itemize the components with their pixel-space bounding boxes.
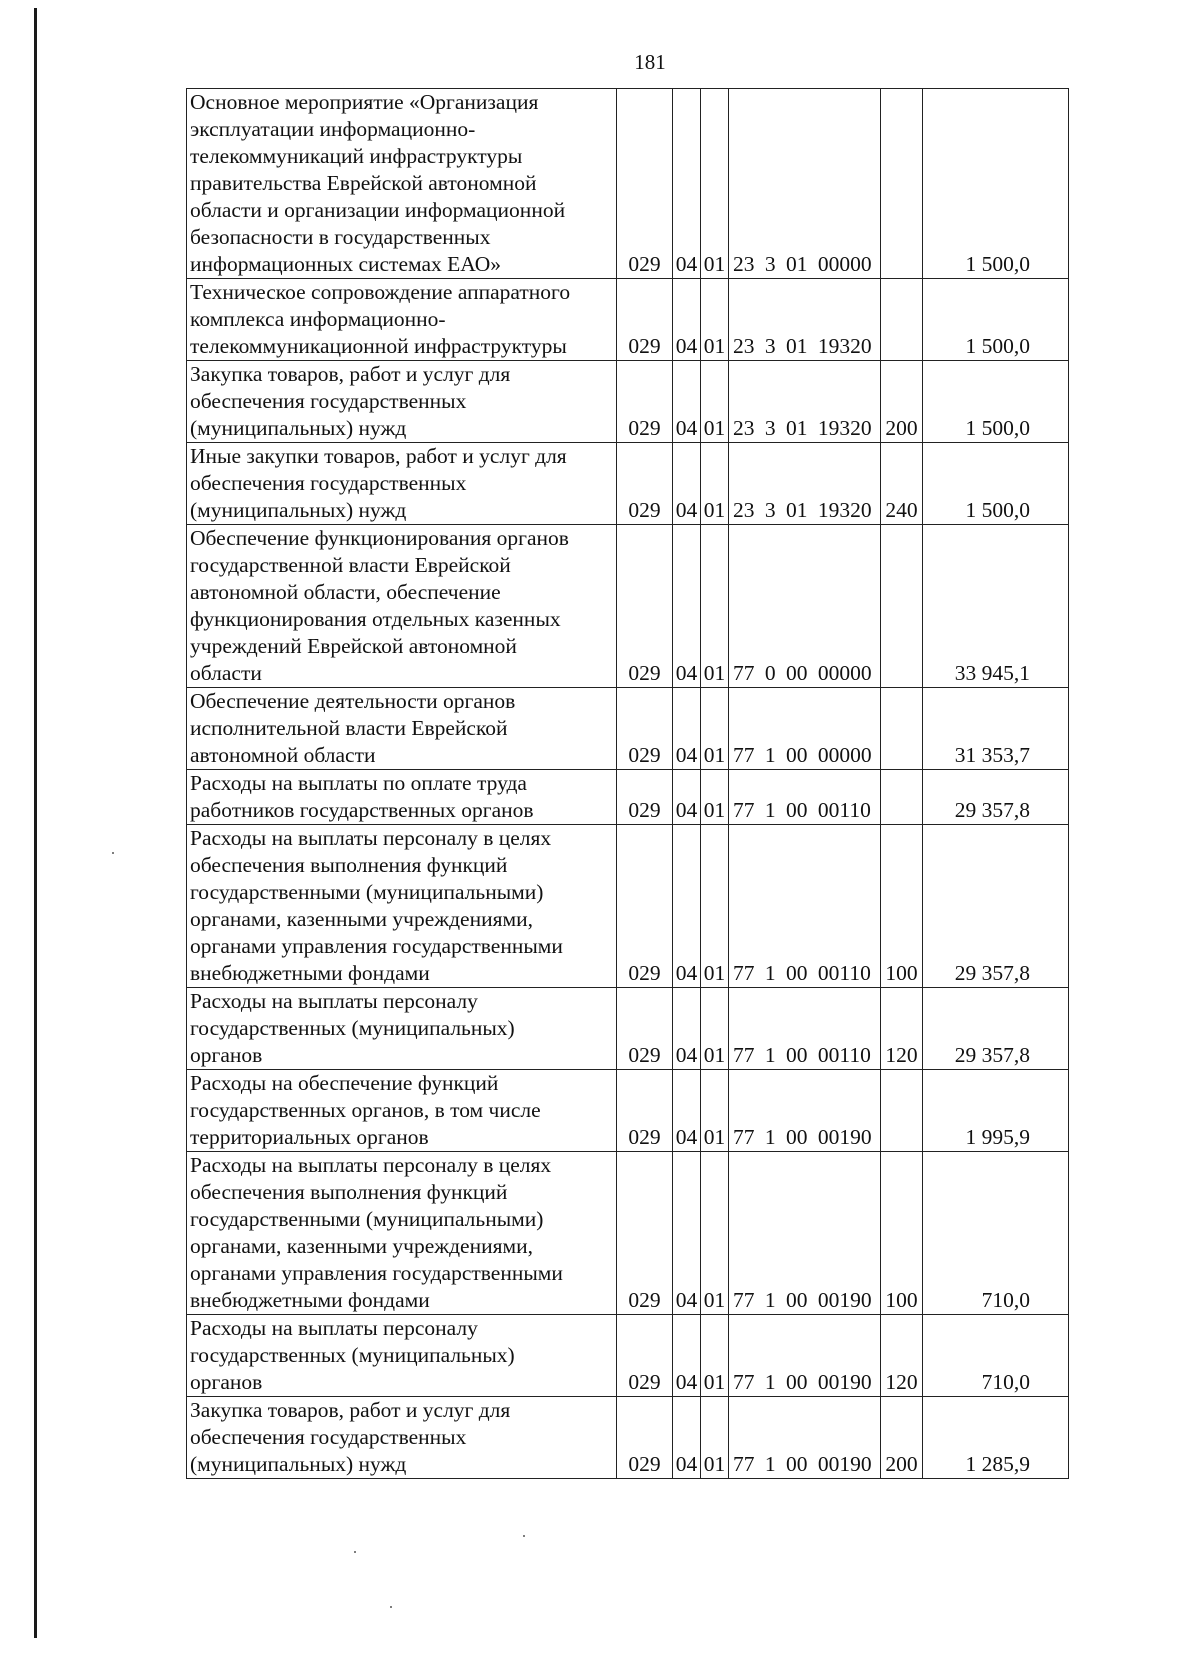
row-name: Основное мероприятие «Организация эксплуатации информационно- телекоммуникаций инфраструктуры правительства Еврейской автономной области и организации информационной безопасности в государственных информационных системах ЕАО»: [187, 89, 617, 279]
section-code: 04: [673, 688, 701, 770]
ministry-code: 029: [617, 688, 673, 770]
row-name: Расходы на обеспечение функций государственных органов, в том числе территориальных органов: [187, 1070, 617, 1152]
expense-type-code: [881, 525, 923, 688]
subsection-code: 01: [701, 1070, 729, 1152]
table-row: [187, 1397, 1069, 1479]
section-code: 04: [673, 279, 701, 361]
target-article-code: 77 1 00 00190: [729, 1070, 881, 1152]
expense-type-code: [881, 89, 923, 279]
ministry-code: 029: [617, 1152, 673, 1315]
subsection-code: 01: [701, 688, 729, 770]
section-code: 04: [673, 825, 701, 988]
scan-speck: [354, 1551, 356, 1553]
row-name: Расходы на выплаты по оплате труда работников государственных органов: [187, 770, 617, 825]
row-name: Обеспечение функционирования органов государственной власти Еврейской автономной области, обеспечение функционирования отдельных казенных учреждений Еврейской автономной области: [187, 525, 617, 688]
amount-value: 29 357,8: [923, 770, 1069, 825]
table-row: [187, 770, 1069, 825]
table-row: [187, 525, 1069, 688]
table-row: [187, 825, 1069, 988]
amount-value: 1 995,9: [923, 1070, 1069, 1152]
section-code: 04: [673, 1397, 701, 1479]
expense-type-code: 120: [881, 988, 923, 1070]
row-name: Иные закупки товаров, работ и услуг для обеспечения государственных (муниципальных) нужд: [187, 443, 617, 525]
target-article-code: 23 3 01 19320: [729, 279, 881, 361]
target-article-code: 77 1 00 00110: [729, 770, 881, 825]
amount-value: 31 353,7: [923, 688, 1069, 770]
section-code: 04: [673, 770, 701, 825]
amount-value: 33 945,1: [923, 525, 1069, 688]
table-row: [187, 89, 1069, 279]
section-code: 04: [673, 1070, 701, 1152]
amount-value: 1 500,0: [923, 361, 1069, 443]
subsection-code: 01: [701, 361, 729, 443]
amount-value: 1 500,0: [923, 89, 1069, 279]
amount-value: 1 285,9: [923, 1397, 1069, 1479]
budget-table: [186, 88, 1069, 1479]
ministry-code: 029: [617, 825, 673, 988]
row-name: Техническое сопровождение аппаратного комплекса информационно- телекоммуникационной инфраструктуры: [187, 279, 617, 361]
scan-speck: [112, 852, 114, 854]
target-article-code: 77 0 00 00000: [729, 525, 881, 688]
expense-type-code: 100: [881, 825, 923, 988]
ministry-code: 029: [617, 361, 673, 443]
subsection-code: 01: [701, 1397, 729, 1479]
table-body: [187, 89, 1069, 1479]
ministry-code: 029: [617, 988, 673, 1070]
section-code: 04: [673, 361, 701, 443]
subsection-code: 01: [701, 825, 729, 988]
target-article-code: 77 1 00 00000: [729, 688, 881, 770]
section-code: 04: [673, 525, 701, 688]
subsection-code: 01: [701, 89, 729, 279]
table-row: [187, 988, 1069, 1070]
expense-type-code: 120: [881, 1315, 923, 1397]
expense-type-code: 200: [881, 1397, 923, 1479]
scan-speck: [390, 1606, 392, 1608]
ministry-code: 029: [617, 279, 673, 361]
target-article-code: 77 1 00 00190: [729, 1315, 881, 1397]
row-name: Закупка товаров, работ и услуг для обеспечения государственных (муниципальных) нужд: [187, 1397, 617, 1479]
expense-type-code: 200: [881, 361, 923, 443]
amount-value: 710,0: [923, 1315, 1069, 1397]
ministry-code: 029: [617, 1070, 673, 1152]
target-article-code: 23 3 01 19320: [729, 443, 881, 525]
expense-type-code: [881, 688, 923, 770]
expense-type-code: [881, 770, 923, 825]
table-row: [187, 688, 1069, 770]
table-row: [187, 1315, 1069, 1397]
ministry-code: 029: [617, 1397, 673, 1479]
subsection-code: 01: [701, 988, 729, 1070]
expense-type-code: [881, 279, 923, 361]
ministry-code: 029: [617, 89, 673, 279]
amount-value: 29 357,8: [923, 825, 1069, 988]
section-code: 04: [673, 1152, 701, 1315]
subsection-code: 01: [701, 443, 729, 525]
row-name: Обеспечение деятельности органов исполнительной власти Еврейской автономной области: [187, 688, 617, 770]
target-article-code: 77 1 00 00190: [729, 1152, 881, 1315]
subsection-code: 01: [701, 770, 729, 825]
table-row: [187, 1152, 1069, 1315]
ministry-code: 029: [617, 525, 673, 688]
target-article-code: 77 1 00 00110: [729, 825, 881, 988]
subsection-code: 01: [701, 1152, 729, 1315]
ministry-code: 029: [617, 1315, 673, 1397]
target-article-code: 77 1 00 00110: [729, 988, 881, 1070]
scan-speck: [523, 1535, 525, 1537]
section-code: 04: [673, 988, 701, 1070]
expense-type-code: 100: [881, 1152, 923, 1315]
section-code: 04: [673, 1315, 701, 1397]
table-row: [187, 361, 1069, 443]
target-article-code: 23 3 01 00000: [729, 89, 881, 279]
ministry-code: 029: [617, 443, 673, 525]
subsection-code: 01: [701, 279, 729, 361]
target-article-code: 23 3 01 19320: [729, 361, 881, 443]
expense-type-code: 240: [881, 443, 923, 525]
row-name: Расходы на выплаты персоналу государственных (муниципальных) органов: [187, 1315, 617, 1397]
ministry-code: 029: [617, 770, 673, 825]
table-row: [187, 443, 1069, 525]
binding-edge-line: [34, 8, 37, 1638]
amount-value: 29 357,8: [923, 988, 1069, 1070]
amount-value: 710,0: [923, 1152, 1069, 1315]
row-name: Закупка товаров, работ и услуг для обеспечения государственных (муниципальных) нужд: [187, 361, 617, 443]
page-number: 181: [634, 50, 666, 74]
table-row: [187, 1070, 1069, 1152]
amount-value: 1 500,0: [923, 279, 1069, 361]
section-code: 04: [673, 89, 701, 279]
row-name: Расходы на выплаты персоналу государственных (муниципальных) органов: [187, 988, 617, 1070]
target-article-code: 77 1 00 00190: [729, 1397, 881, 1479]
amount-value: 1 500,0: [923, 443, 1069, 525]
row-name: Расходы на выплаты персоналу в целях обеспечения выполнения функций государственными (муниципальными) органами, казенными учреждениями, органами управления государственными внебюджетными фондами: [187, 1152, 617, 1315]
subsection-code: 01: [701, 525, 729, 688]
row-name: Расходы на выплаты персоналу в целях обеспечения выполнения функций государственными (муниципальными) органами, казенными учреждениями, органами управления государственными внебюджетными фондами: [187, 825, 617, 988]
section-code: 04: [673, 443, 701, 525]
expense-type-code: [881, 1070, 923, 1152]
subsection-code: 01: [701, 1315, 729, 1397]
table-row: [187, 279, 1069, 361]
